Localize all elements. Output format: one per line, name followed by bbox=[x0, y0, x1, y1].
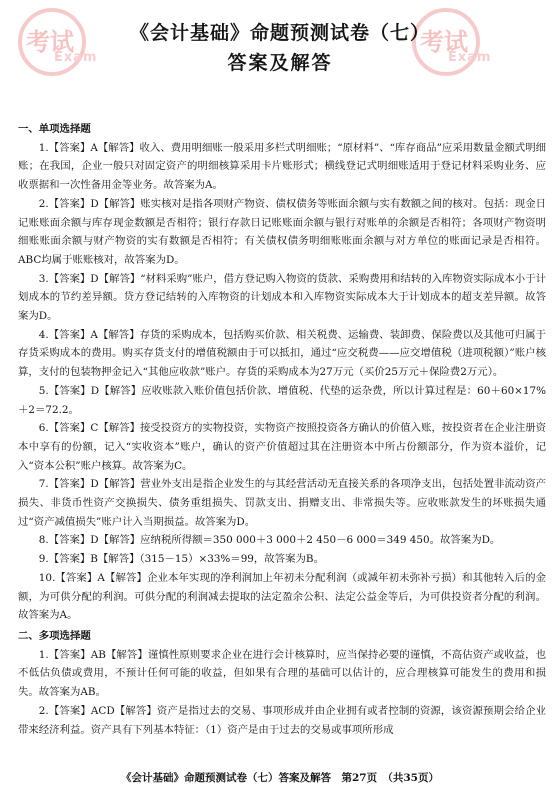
answer-item: 5.【答案】D【解答】应收账款入账价值包括价款、增值税、代垫的运杂费，所以计算过程是：60＋60×17%＋2＝72.2。 bbox=[18, 384, 546, 416]
watermark-logo-sub: Exam bbox=[448, 50, 492, 65]
answer-item: 1.【答案】A【解答】收入、费用明细账一般采用多栏式明细账；“原材料”、“库存商品”应采用数量金额式明细账；在我国，企业一般只对固定资产的明细核算采用卡片账形式；横线登记式明细账适用于登记材料采购业务、应收票据和一次性备用金等业务。故答案为A。 bbox=[18, 141, 546, 192]
answer-item: 2.【答案】D【解答】账实核对是指各项财产物资、债权债务等账面余额与实有数额之间的核对。包括：现金日记账账面余额与库存现金数额是否相符；银行存款日记账账面余额与银行对账单的余额是否相符；各项财产物资明细账账面余额与财产物资的实有数额是否相符；有关债权债务明细账账面余额与对方单位的账面记录是否相符。ABC均属于账账核对，故答案为D。 bbox=[18, 197, 546, 266]
answer-item: 2.【答案】ACD【解答】资产是指过去的交易、事项形成并由企业拥有或者控制的资源，该资源预期会给企业带来经济利益。资产具有下列基本特征：（1）资产是由于过去的交易或事项所形成 bbox=[18, 704, 546, 736]
page-footer: 《会计基础》命题预测试卷（七）答案及解答 第27页 （共35页） bbox=[121, 772, 439, 784]
section-heading: 二、多项选择题 bbox=[18, 629, 91, 642]
answer-item: 7.【答案】D【解答】营业外支出是指企业发生的与其经营活动无直接关系的各项净支出，包括处置非流动资产损失、非货币性资产交换损失、债务重组损失、罚款支出、捐赠支出、非常损失等。应收账款发生的坏账损失通过“资产减值损失”账户计入当期损益。故答案为D。 bbox=[18, 478, 546, 528]
answer-item: 8.【答案】D【解答】应纳税所得额＝350 000＋3 000＋2 450－6 000＝349 450。故答案为D。 bbox=[38, 534, 501, 547]
answer-item: 10.【答案】A【解答】企业本年实现的净利润加上年初未分配利润（或减年初未弥补亏损）和其他转入后的金额，为可供分配的利润。可供分配的利润减去提取的法定盈余公积、法定公益金等后，为可供投资者分配的利润。故答案为A。 bbox=[18, 571, 546, 622]
answer-item: 4.【答案】A【解答】存货的采购成本，包括购买价款、相关税费、运输费、装卸费、保险费以及其他可归属于存货采购成本的费用。购买存货支付的增值税额由于可以抵扣，通过“应交税费——应交增值税（进项税额）”账户核算，支付的包装物押金记入“其他应收款”账户。存货的采购成本为27万元（买价25万元＋保险费2万元）。 bbox=[18, 328, 546, 379]
answer-item: 9.【答案】B【解答】（315－15）×33%＝99，故答案为B。 bbox=[38, 553, 324, 566]
answer-item: 1.【答案】AB【解答】谨慎性原则要求企业在进行会计核算时，应当保持必要的谨慎，不高估资产或收益，也不低估负债或费用，不预计任何可能的收益，但如果有合理的基础可以估计的，应合理核算可能发生的费用和损失。故答案为AB。 bbox=[18, 648, 546, 699]
document-subtitle: 答案及解答 bbox=[227, 52, 333, 74]
answer-item: 3.【答案】D【解答】“材料采购”账户，借方登记购入物资的货款、采购费用和结转的入库物资实际成本小于计划成本的节约差异额。贷方登记结转的入库物资的计划成本和入库物资实际成本大于计划成本的超支差异额。故答案为D。 bbox=[18, 272, 546, 323]
answer-content bbox=[18, 118, 546, 739]
answer-item: 6.【答案】C【解答】接受投资方的实物投资，实物资产按照投资各方确认的价值入账，按投资者在企业注册资本中享有的份额，记入“实收资本”账户，确认的资产价值超过其在注册资本中所占份额部分，作为资本溢价，记入“资本公积”账户核算。故答案为C。 bbox=[18, 422, 546, 472]
document-title: 《会计基础》命题预测试卷（七） bbox=[129, 22, 430, 44]
section-heading: 一、单项选择题 bbox=[18, 123, 91, 135]
watermark-logo-sub: Exam bbox=[54, 50, 98, 65]
watermark-logo-text: 考试 bbox=[26, 28, 74, 56]
watermark-logo-text: 考试 bbox=[420, 28, 468, 56]
